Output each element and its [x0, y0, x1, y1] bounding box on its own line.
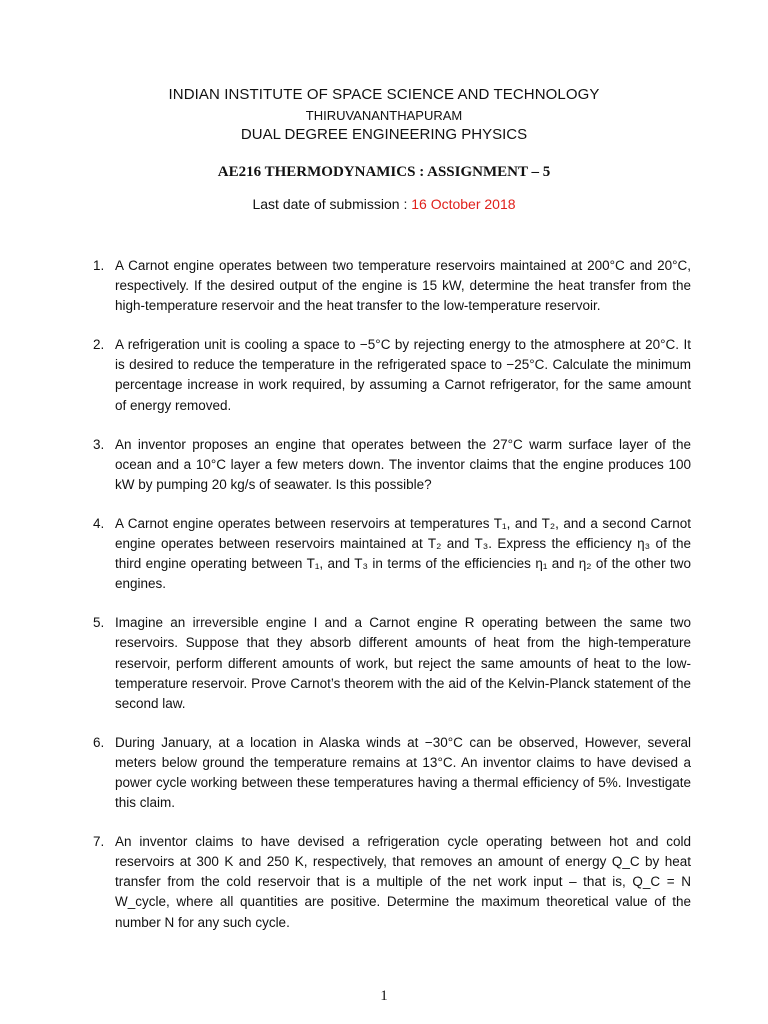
problem-number: 2. [93, 337, 105, 353]
submission-date-line [0, 196, 768, 212]
submission-label: Last date of submission : [252, 196, 412, 212]
problem-item [93, 256, 691, 316]
problem-number: 7. [93, 834, 105, 850]
institute-city: THIRUVANANTHAPURAM [305, 108, 463, 123]
problem-number: 1. [93, 258, 105, 273]
problem-number: 3. [93, 436, 105, 452]
page-number: 1 [380, 988, 388, 1004]
problem-text: A Carnot engine operates between reservoirs at temperatures T₁, and T₂, and a second Carnot engine operates between reservoirs maintained at T₂ and T₃. Express the efficiency η₃ of the third engine operating between T₁, and T₃ in terms of the efficiencies η₁ and η₂ of the other two engines. [115, 515, 691, 592]
problem-text: A refrigeration unit is cooling a space to −5°C by rejecting energy to the atmosphere at 20°C. It is desired to reduce the temperature in the refrigerated space to −25°C. Calculate the minimum percentage increase in work required, by assuming a Carnot refrigerator, for the same amount of energy removed. [115, 337, 691, 413]
institute-name: INDIAN INSTITUTE OF SPACE SCIENCE AND TECHNOLOGY [168, 86, 600, 103]
problem-item [93, 514, 691, 594]
problem-text: A Carnot engine operates between two temperature reservoirs maintained at 200°C and 20°C, respectively. If the desired output of the engine is 15 kW, determine the heat transfer from the high-temperature reservoir and the heat transfer to the low-temperature reservoir. [115, 258, 691, 314]
problem-text: An inventor claims to have devised a refrigeration cycle operating between hot and cold reservoirs at 300 K and 250 K, respectively, that removes an amount of energy Q_C by heat transfer from the cold reservoir that is a multiple of the net work input – that is, Q_C = N W_cycle, where all quantities are positive. Determine the maximum theoretical value of the number N for any such cycle. [115, 834, 691, 930]
problem-number: 4. [93, 515, 105, 531]
problem-text: Imagine an irreversible engine I and a Carnot engine R operating between the same two reservoirs. Suppose that they absorb different amounts of heat from the high-temperature reservoir, perform different amounts of work, but reject the same amounts of heat to the low-temperature reservoir. Prove Carnot’s theorem with the aid of the Kelvin-Planck statement of the second law. [115, 615, 691, 711]
problem-number: 6. [93, 734, 105, 750]
problem-item [93, 613, 691, 713]
problem-list [93, 256, 691, 952]
problem-item [93, 435, 691, 495]
department-name: DUAL DEGREE ENGINEERING PHYSICS [240, 126, 528, 143]
submission-date: 16 October 2018 [411, 196, 516, 212]
problem-item [93, 335, 691, 415]
problem-text: During January, at a location in Alaska winds at −30°C can be observed, However, several meters below ground the temperature remains at 13°C. An inventor claims to have devised a power cycle working between these temperatures having a thermal efficiency of 5%. Investigate this claim. [115, 734, 691, 811]
assignment-title: AE216 THERMODYNAMICS : ASSIGNMENT – 5 [217, 164, 551, 180]
problem-item [93, 733, 691, 813]
problem-number: 5. [93, 615, 105, 631]
problem-text: An inventor proposes an engine that operates between the 27°C warm surface layer of the ocean and a 10°C layer a few meters down. The inventor claims that the engine produces 100 kW by pumping 20 kg/s of seawater. Is this possible? [115, 436, 691, 492]
problem-item [93, 832, 691, 932]
